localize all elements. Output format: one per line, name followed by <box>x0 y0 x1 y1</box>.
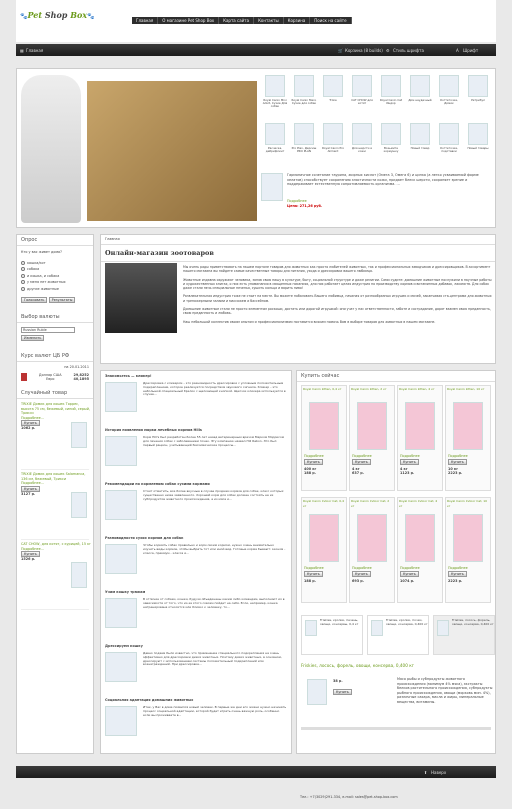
random-buy-button[interactable]: Купить <box>21 551 40 557</box>
product-price: 693 р. <box>352 578 364 583</box>
poll-radio[interactable] <box>21 261 25 265</box>
poll-option-label: другие животные <box>27 286 59 291</box>
product-card <box>349 385 395 491</box>
feature-image <box>307 679 327 705</box>
box-cat-image <box>87 81 257 221</box>
rates-title: Курс валют ЦБ РФ <box>17 351 93 362</box>
product-price: 2223 р. <box>448 578 463 583</box>
poll-radio[interactable] <box>21 280 25 284</box>
rate-value: 40,1895 <box>73 377 89 382</box>
article-title[interactable]: Рекомендации по кормлению собак сухими кормами <box>105 482 210 486</box>
change-currency-button[interactable]: Изменить <box>21 335 44 341</box>
style-icon: ⚙ <box>386 48 390 53</box>
product-more-link[interactable]: Подробнее <box>448 566 468 570</box>
product-image <box>357 402 387 450</box>
thumb-image <box>323 123 343 145</box>
product-name[interactable]: Royal Canin Indoor Cat, 4 кг <box>399 499 438 508</box>
random-item-image <box>71 492 87 518</box>
thumb-label: Trixie <box>329 98 337 102</box>
poll-option-label: и кошка, и собака <box>27 273 60 278</box>
footer-contacts: Тел.: +7(3029)291-334, e-mail: sales@pet-shop-box.com <box>300 795 398 799</box>
poll-option[interactable] <box>21 261 89 266</box>
topnav-contacts[interactable]: Контакты <box>254 17 284 24</box>
thumb-image <box>439 75 459 97</box>
paw-icon: 🐾 <box>20 13 28 20</box>
article-title[interactable]: Социальная адаптация домашних животных <box>105 698 194 702</box>
rate-value: 29,8252 <box>73 372 89 377</box>
product-tab[interactable] <box>367 615 429 655</box>
product-tab[interactable] <box>301 615 363 655</box>
product-buy-button[interactable]: Купить <box>448 571 467 577</box>
product-buy-button[interactable]: Купить <box>448 459 467 465</box>
product-image <box>453 514 483 562</box>
poll-option[interactable] <box>21 280 89 285</box>
random-item-name[interactable]: CAT CHOW, для котят, с курицей, 15 кг <box>21 541 91 546</box>
article-text: Стоит отметить, все более вкусные в случае продажи кормов для собак, класс которых существенно ниже заявленного. Хороший корм для собак должен состоять не из субпродуктов животного происхождения, а из мяса и... <box>143 490 284 501</box>
product-more-link[interactable]: Подробнее <box>352 566 372 570</box>
featured-slider <box>16 68 496 228</box>
thumb-label: Royal Canin Mini Adult, Сухие Для собак <box>262 98 288 109</box>
random-item-name[interactable]: TRIXIE Домик для кошек Торрес, высота 75 см, бежевый, синий, серый, Трикси <box>21 401 90 416</box>
product-name[interactable]: Royal Canin Indoor Cat, 2 кг <box>351 499 390 508</box>
thumb-label: Royal Canin Cat Индор <box>379 98 403 106</box>
page-title: Онлайн-магазин зоотоваров <box>101 245 495 262</box>
product-name[interactable]: Royal Canin kitten, 0,4 кг <box>303 387 342 391</box>
slider-thumb[interactable] <box>377 73 405 119</box>
product-buy-button[interactable]: Купить <box>400 459 419 465</box>
product-more-link[interactable]: Подробнее <box>352 454 372 458</box>
thumb-label: CAT CHOW для котят <box>351 98 373 106</box>
random-item-price: 1526 р. <box>21 557 36 562</box>
product-card <box>445 385 491 491</box>
paw-icon: 🐾 <box>87 13 95 20</box>
product-card <box>301 385 347 491</box>
thumb-label: Дом неудачный <box>408 98 432 102</box>
random-item-price: 1062 р. <box>21 426 36 431</box>
tab-label: Friskies, кролик, почки, овощи, консерва, 0,400 кг <box>386 618 428 626</box>
product-name[interactable]: Royal Canin kitten, 4 кг <box>399 387 435 391</box>
thumb-image <box>468 75 488 97</box>
product-image <box>357 514 387 562</box>
currency-select[interactable]: Russian Ruble <box>21 327 75 334</box>
article-image <box>105 598 137 628</box>
toolbar-cart[interactable]: Корзина (8 builds) <box>345 48 383 53</box>
article <box>101 533 291 587</box>
buy-now-panel <box>296 370 496 754</box>
product-buy-button[interactable]: Купить <box>352 459 371 465</box>
random-item-name[interactable]: TRIXIE Домик для кошек Salamanca, 136 см, бежевый, Трикси <box>21 471 86 481</box>
article-image <box>105 706 137 736</box>
article-image <box>105 652 137 682</box>
tab-image <box>305 620 317 636</box>
product-tab[interactable] <box>433 615 495 655</box>
thumb-label: Royal Canin Pro Aliment <box>322 146 344 154</box>
toolbar <box>16 44 496 56</box>
article-title[interactable]: Знакомьтесь — кликер! <box>105 374 152 378</box>
product-name[interactable]: Royal Canin Indoor Cat, 10 кг <box>447 499 488 508</box>
product-image <box>453 402 483 450</box>
article-title[interactable]: История появления марки лечебных кормов Hills <box>105 428 202 432</box>
article <box>101 587 291 641</box>
slider-thumb[interactable] <box>290 121 318 167</box>
flag-icon <box>21 377 27 381</box>
thumb-image <box>352 75 372 97</box>
thumb-image <box>352 123 372 145</box>
article-text: Корм Hill's был разработан более 55 лет назад ветеринарным врачом Марком Моррисом для лечения собак с заболеванием почек. Эту компанию назвал Hill Rabon. Это был первый рацион, учитывающий биохимические процессы... <box>143 436 285 447</box>
slider-more-link[interactable]: Подробнее <box>287 199 307 203</box>
product-price: 188 р. <box>304 578 316 583</box>
rate-name: Доллар США <box>38 372 62 377</box>
tab-image <box>437 620 449 636</box>
back-to-top-link[interactable]: Наверх <box>431 770 447 775</box>
thumb-label: Ретрибул <box>471 98 485 102</box>
thumb-label: Расческа, дебрифлинт <box>265 146 285 154</box>
topnav-home[interactable]: Главная <box>132 17 158 24</box>
topnav-search[interactable]: Поиск на сайте <box>310 17 351 24</box>
top-nav <box>132 17 352 24</box>
topnav-sitemap[interactable]: Карта сайта <box>219 17 254 24</box>
thumb-image <box>265 75 285 97</box>
random-more-link[interactable]: Подробнее... <box>21 546 44 551</box>
product-buy-button[interactable]: Купить <box>304 459 323 465</box>
thumb-image <box>410 123 430 145</box>
product-price: 1074 р. <box>400 578 415 583</box>
thumb-label: Royal Canin Maxi, Сухие для собак <box>291 98 317 106</box>
product-image <box>405 402 435 450</box>
product-price: 10 кг 2223 р. <box>448 466 463 476</box>
thumb-image <box>381 123 401 145</box>
article-text: Итак, у Вас в доме появился новый человек. В первые же дни его жизни нужно начинать процесс социальной адаптации, которой будет играть очень важную роль, особенно если вы проживаете в... <box>143 706 287 717</box>
font-icon: A <box>456 48 459 53</box>
product-card <box>397 385 443 491</box>
product-card <box>349 497 395 603</box>
thumb-label: Для шерсти и кожи <box>351 146 373 154</box>
thumb-image <box>265 123 285 145</box>
slider-thumb[interactable] <box>319 73 347 119</box>
slider-thumb[interactable] <box>406 121 434 167</box>
toolbar-font[interactable]: Шрифт <box>463 48 479 53</box>
article-text: Давно подзем было известно, что применение специального подкрепления на очень эффективно для дрессировки диких животных. Поэтому диких животных, в основном, дрессируют с использованием системы положительный подкреплений или вознаграждений. При дрессировке... <box>143 652 282 667</box>
product-price: 4 кг 637 р. <box>352 466 364 476</box>
article <box>101 479 291 533</box>
product-name[interactable]: Royal Canin kitten, 10 кг <box>447 387 485 391</box>
product-name[interactable]: Royal Canin kitten, 2 кг <box>351 387 387 391</box>
product-card <box>301 497 347 603</box>
product-price: 400 кг 188 р. <box>304 466 317 476</box>
left-sidebar <box>16 234 94 754</box>
feature-text: Мясо рыбы и субпродукты животного происхождения (минимум 4% мяса), экстракты белков растительного происхождения, субпродукты рыбного происхождения, овощи (морковь мин. 4%), различные сахара, масла и жиры, минеральные вещества, витамины. <box>397 677 493 704</box>
thumb-image <box>294 75 314 97</box>
random-title: Случайный товар <box>17 388 93 399</box>
thumb-label: Новый товар <box>410 146 430 150</box>
slider-thumb[interactable] <box>290 73 318 119</box>
article-image <box>105 490 137 520</box>
product-more-link[interactable]: Подробнее <box>400 454 420 458</box>
product-more-link[interactable]: Подробнее <box>304 454 324 458</box>
poll-option-label: собака <box>27 267 40 272</box>
feature-buy-button[interactable]: Купить <box>333 689 352 695</box>
slider-thumb[interactable] <box>319 121 347 167</box>
slider-thumb[interactable] <box>464 73 492 119</box>
poll-option[interactable] <box>21 274 89 279</box>
random-more-link[interactable]: Подробнее... <box>21 415 44 420</box>
article-image <box>105 382 137 412</box>
product-more-link[interactable]: Подробнее <box>304 566 324 570</box>
product-buy-button[interactable]: Купить <box>352 571 371 577</box>
toolbar-home[interactable]: Главная <box>26 48 44 53</box>
slider-thumb[interactable] <box>377 121 405 167</box>
slider-thumb[interactable] <box>435 73 463 119</box>
product-image <box>405 514 435 562</box>
product-buy-button[interactable]: Купить <box>304 571 323 577</box>
feature-price: 38 р. <box>333 679 343 683</box>
results-button[interactable]: Результаты <box>49 297 76 303</box>
feature-title[interactable]: Friskies, лосось, форель, овощи, консерва, 0,400 кг <box>301 663 414 668</box>
thumb-image <box>323 75 343 97</box>
articles-list <box>100 370 292 754</box>
random-buy-button[interactable]: Купить <box>21 420 40 426</box>
up-icon: ⬆ <box>424 770 428 775</box>
cat-image <box>21 75 81 223</box>
random-item-image <box>71 562 87 588</box>
feature-scrollbar[interactable] <box>301 727 491 730</box>
slider-thumb[interactable] <box>464 121 492 167</box>
topnav-about[interactable]: О магазине Pet Shop Box <box>158 17 219 24</box>
tab-label: Friskies, кролик, печень, овощи, консервы, 0,4 кг <box>320 618 359 626</box>
thumb-image <box>439 123 459 145</box>
poll-radio[interactable] <box>21 287 25 291</box>
intro-text: Мы очень рады приветствовать на нашем портале товаров для животных как просто любителей животных, так и профессиональных заводчиков и дрессировщиков. В ассортимент нашего магазина вы найдете самые качественные товары для питания, ухода и дрессировки вашего любимца. Животные издавна окружают человека, заняв свою нишу в культуре, быту, социальной структуре и даже религии. Сами судите: домашние животные послужили в научные работы и художественных книгах, о них есть упоминания в священных писаниях, для них работает целая индустрия по производству кормов и витаминных добавок, лакомств. Для собак даже стали печь специальные печенья, сушить кольца и варить пиво! Развлекательная индустрия тоже не стоит на месте. Вы можете побаловать Вашего любимца, начиная от разнообразных игрушек и мячей, заканчивая ста-центрами для животных и тренажерными залами и массажем и бассейном. Домашние животные стали не просто элементом роскоши, достать или дорогой игрушкой: они учат у нас ответственности, заботе и сострадание, дарят взамен свою преданность, свою преданность и любовь. Наш небольшой коллектив своим опытом и профессионализмом поставится всяким помочь Вам в выборе товаров для животных в нашем магазине. <box>183 265 492 324</box>
currency-title: Выбор валюты <box>17 312 93 323</box>
rate-name: Евро <box>46 377 55 382</box>
poll-option[interactable] <box>21 287 89 292</box>
poll-option-label: кошка/кот <box>27 260 46 265</box>
article-title[interactable]: Разновидности сухих кормов для собак <box>105 536 184 540</box>
thumb-image <box>381 75 401 97</box>
product-name[interactable]: Royal Canin Indoor Cat, 0,4 кг <box>303 499 345 508</box>
thumb-label: Когтеточка, Домик <box>440 98 458 106</box>
header <box>16 0 496 42</box>
random-item <box>21 402 89 470</box>
article-text: Чтобы кормить собак правильно и корм своим кормом, нужно очень внимательно изучить виды кормов, чтобы выбрать тот или иной вид. Готовые корма бывают: эконом - класса, премиум - класса и... <box>143 544 286 555</box>
site-logo[interactable]: 🐾Pet Shop Box🐾 <box>20 10 95 20</box>
thumb-image <box>294 123 314 145</box>
flag-icon <box>21 373 27 377</box>
vote-button[interactable]: Голосовать <box>21 297 47 303</box>
slider-thumb[interactable] <box>261 73 289 119</box>
tab-label: Friskies, лосось, форель, овощи, консерва, 0,400 кг <box>452 618 494 626</box>
article <box>101 695 291 749</box>
poll-radio[interactable] <box>21 274 25 278</box>
random-item <box>21 542 89 610</box>
topnav-cart[interactable]: Корзина <box>284 17 311 24</box>
dog-image <box>105 263 177 333</box>
slider-thumb[interactable] <box>348 121 376 167</box>
random-item-price: 3127 р. <box>21 491 36 496</box>
slider-caption: Гармоничное сочетание таурина, жирных кислот (Омега 3, Омега 6) и цинка (а легко усваиваемой форме хелатов) способствует сохранению эластичности кожи, придает блеск шерсти, сохраняет зрение и поддерживает естественную сопротивляемость организма. ... <box>287 173 479 187</box>
random-buy-button[interactable]: Купить <box>21 486 40 492</box>
slider-thumb[interactable] <box>406 73 434 119</box>
thumb-image <box>410 75 430 97</box>
poll-title: Опрос <box>17 235 93 246</box>
slider-product-image <box>261 173 283 201</box>
article <box>101 371 291 425</box>
slider-thumb[interactable] <box>348 73 376 119</box>
poll-radio[interactable] <box>21 267 25 271</box>
article-title[interactable]: Учим кошку трюкам <box>105 590 146 594</box>
poll-option[interactable] <box>21 267 89 272</box>
product-image <box>309 514 339 562</box>
slider-price: Цена: 271,26 руб. <box>287 204 323 208</box>
article <box>101 641 291 695</box>
thumb-label: Pro Plan, Дерсиш PRO PLAN <box>291 146 317 154</box>
bottom-bar <box>16 766 496 778</box>
main-content <box>100 234 496 364</box>
article-image <box>105 544 137 574</box>
breadcrumb[interactable]: Главная <box>101 235 495 245</box>
buy-now-title: Купить сейчас <box>297 371 495 382</box>
article-image <box>105 436 137 466</box>
rate-row <box>21 377 89 382</box>
product-price: 4 кг 1123 р. <box>400 466 415 476</box>
random-item <box>21 472 89 540</box>
tab-image <box>371 620 383 636</box>
product-more-link[interactable]: Подробнее <box>400 566 420 570</box>
article-text: В отличие от собаки, кошки, будучи объединены каким либо командам, выполняют их в зависимости от того, что из-за этого совсем пойдет на себя. Если, например, кошка натренирована относится или близко к человеку, то... <box>143 598 285 609</box>
slider-thumb[interactable] <box>435 121 463 167</box>
cart-icon: 🛒 <box>338 48 343 53</box>
thumb-label: Возьмите кормушку <box>383 146 399 154</box>
random-item-image <box>71 422 87 448</box>
thumb-label: Когтеточка, подставки <box>440 146 458 154</box>
random-more-link[interactable]: Подробнее... <box>21 481 44 486</box>
product-more-link[interactable]: Подробнее <box>448 454 468 458</box>
slider-thumb[interactable] <box>261 121 289 167</box>
product-card <box>397 497 443 603</box>
article-text: Дрессировка с кликером – это разновидность дрессировки с условным положительным подкреплением, которое реализуется посредством звукового сигнала. Кликер – это небольшой специальный брелок с щелкающей кнопкой. Щелчок кликера используется в случае... <box>143 382 286 397</box>
product-image <box>309 402 339 450</box>
slider-thumbs <box>261 73 493 169</box>
home-icon: ▦ <box>20 48 24 53</box>
toolbar-style[interactable]: Стиль шрифта <box>393 48 424 53</box>
poll-option-label: у меня нет животных <box>27 280 66 285</box>
poll-question: Кто у вас живет дома? <box>21 250 62 254</box>
product-card <box>445 497 491 603</box>
article-title[interactable]: Дрессируем кошку <box>105 644 143 648</box>
article <box>101 425 291 479</box>
product-buy-button[interactable]: Купить <box>400 571 419 577</box>
rates-date: на 20.01.2011 <box>64 365 89 370</box>
thumb-image <box>468 123 488 145</box>
thumb-label: Новый товары <box>467 146 489 150</box>
